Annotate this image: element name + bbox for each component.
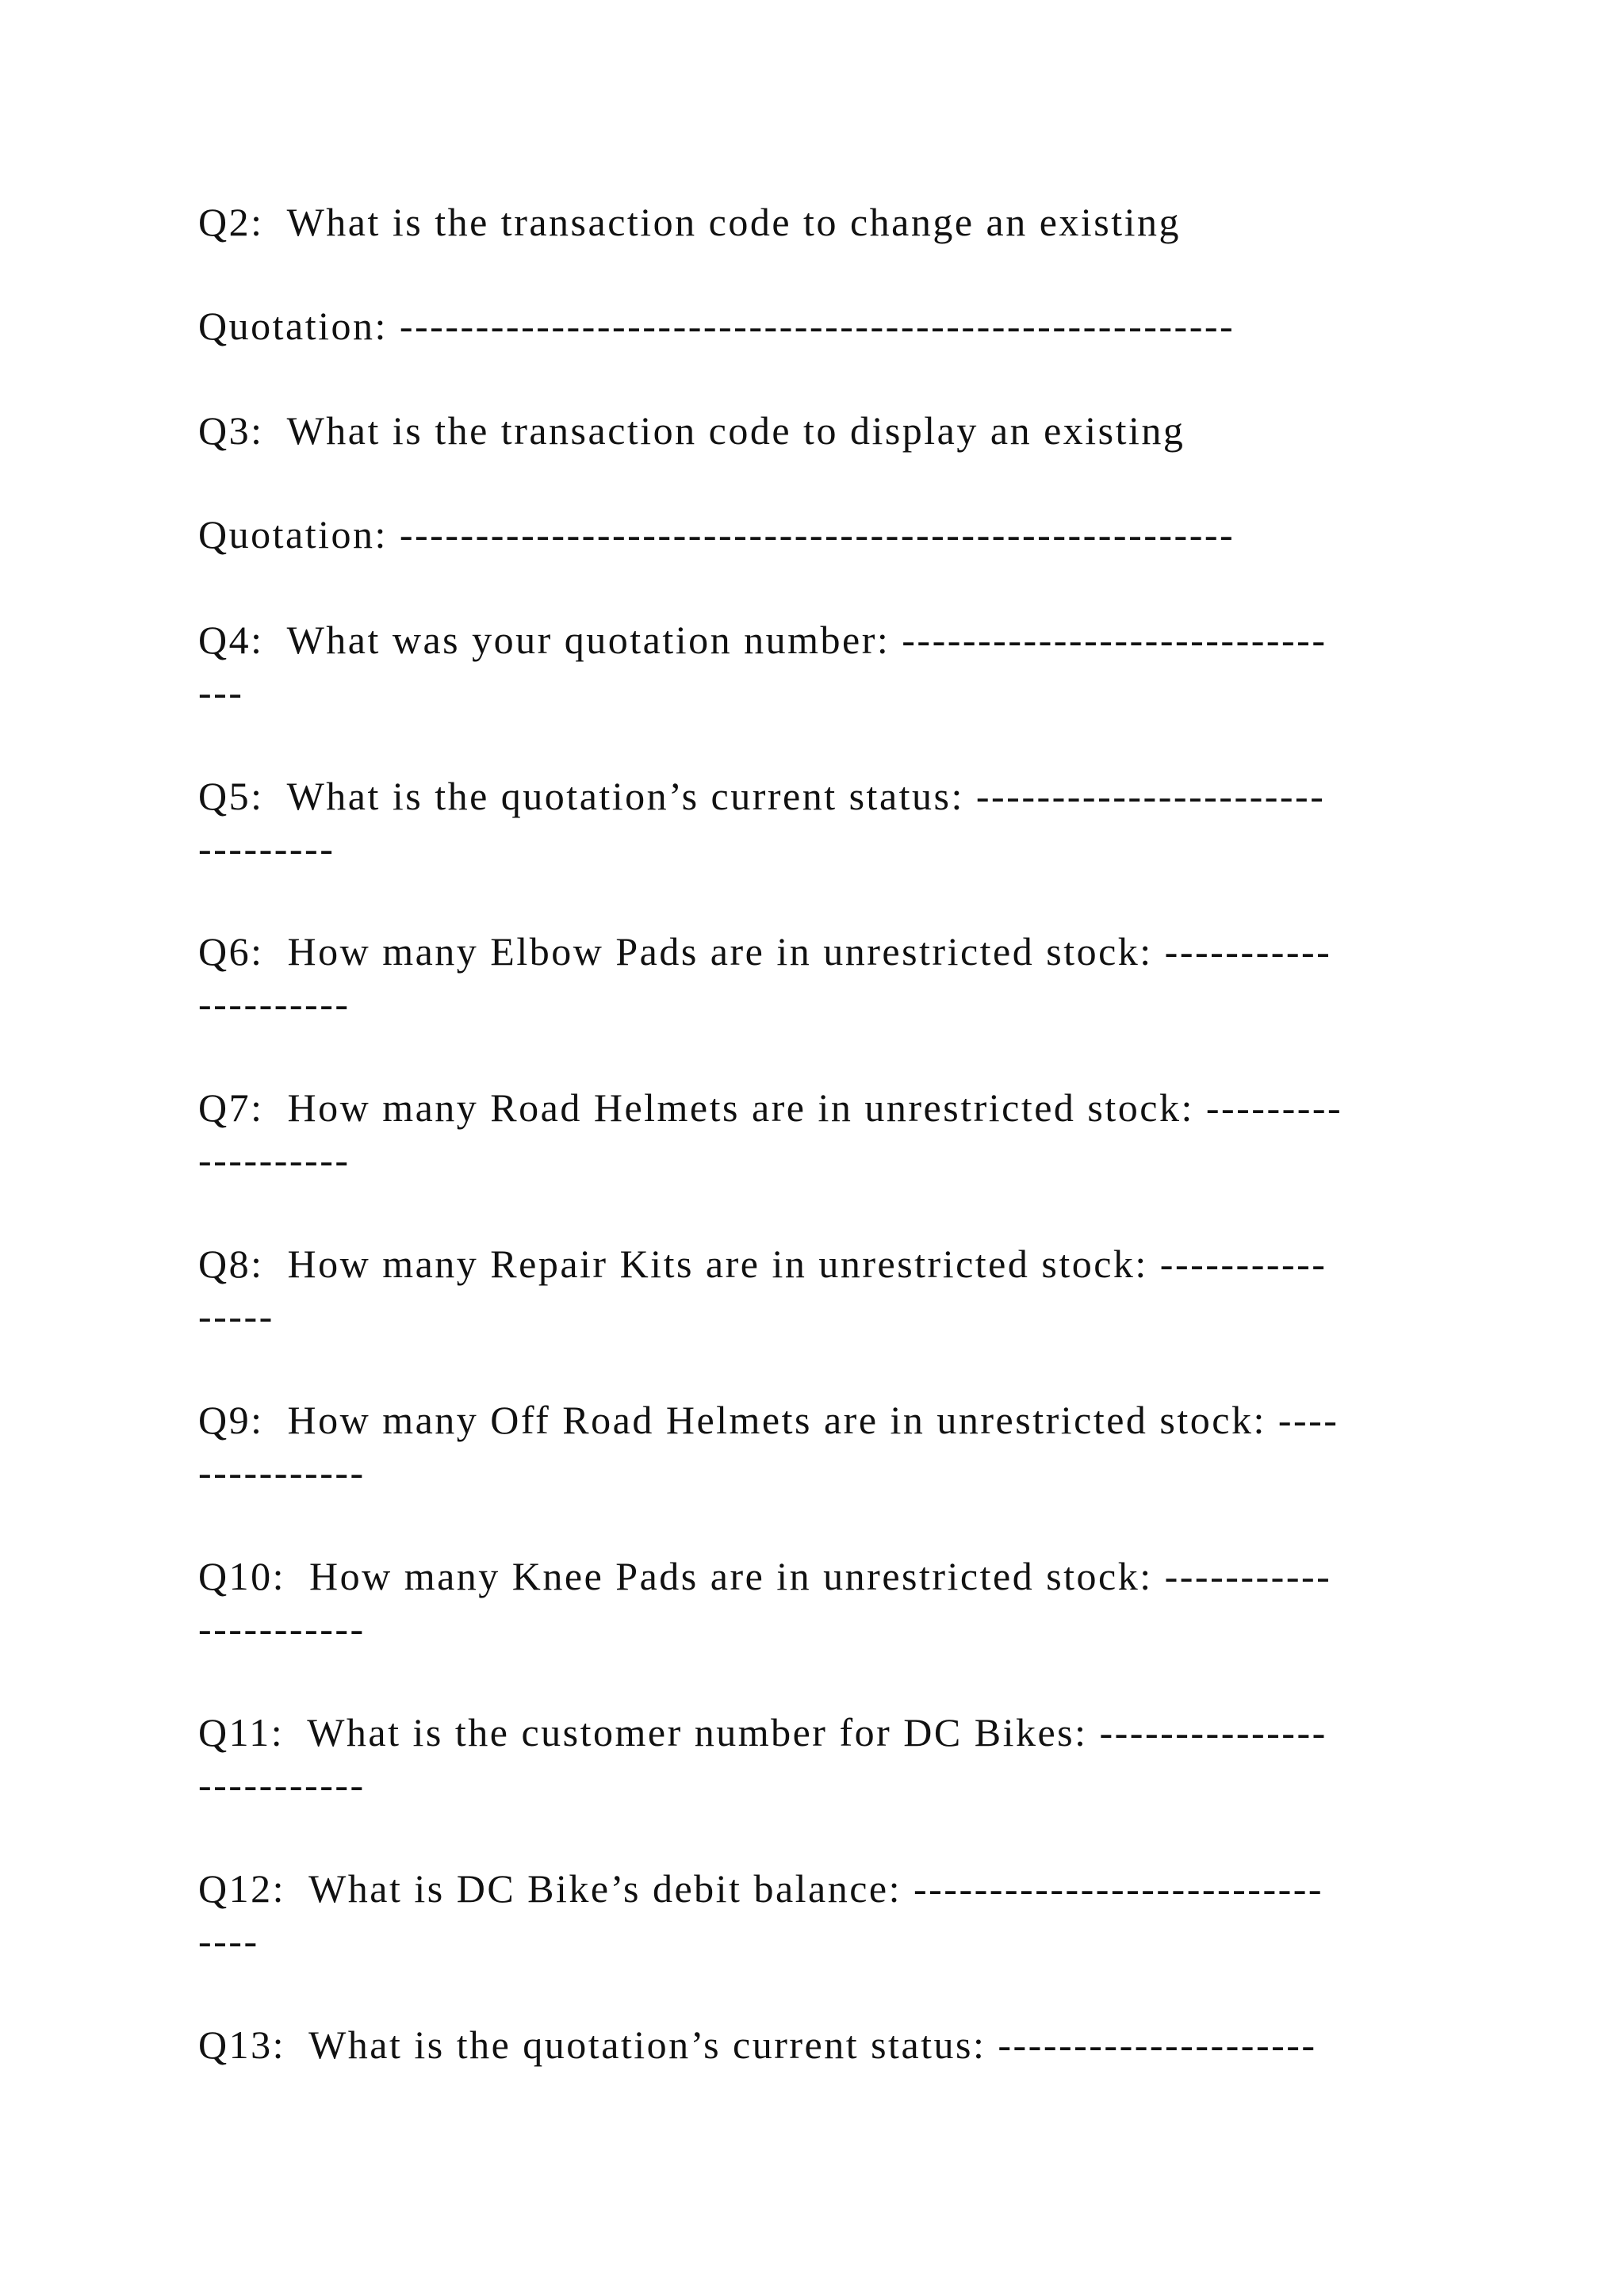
- question-q13: Q13: What is the quotation’s current status: ---------------------: [198, 2022, 1317, 2067]
- question-q2: Q2: What is the transaction code to change an existing: [198, 200, 1182, 244]
- question-q5: Q5: What is the quotation’s current status: ----------------------- ---------: [198, 774, 1326, 871]
- question-q12: Q12: What is DC Bike’s debit balance: --------------------------- ----: [198, 1866, 1324, 1963]
- question-q7: Q7: How many Road Helmets are in unrestricted stock: --------- ----------: [198, 1085, 1343, 1182]
- question-q6: Q6: How many Elbow Pads are in unrestricted stock: ----------- ----------: [198, 929, 1332, 1026]
- answer-line-q3: Quotation: -------------------------------------------------------: [198, 512, 1235, 557]
- question-q4: Q4: What was your quotation number: ---------------------------- ---: [198, 618, 1327, 714]
- answer-line-q2: Quotation: -------------------------------------------------------: [198, 304, 1235, 348]
- question-q11: Q11: What is the customer number for DC Bikes: --------------- -----------: [198, 1710, 1327, 1807]
- question-q9: Q9: How many Off Road Helmets are in unrestricted stock: ---- -----------: [198, 1398, 1339, 1494]
- question-q8: Q8: How many Repair Kits are in unrestricted stock: ----------- -----: [198, 1242, 1327, 1338]
- question-q10: Q10: How many Knee Pads are in unrestricted stock: ----------- -----------: [198, 1554, 1332, 1651]
- question-q3: Q3: What is the transaction code to display an existing: [198, 408, 1185, 453]
